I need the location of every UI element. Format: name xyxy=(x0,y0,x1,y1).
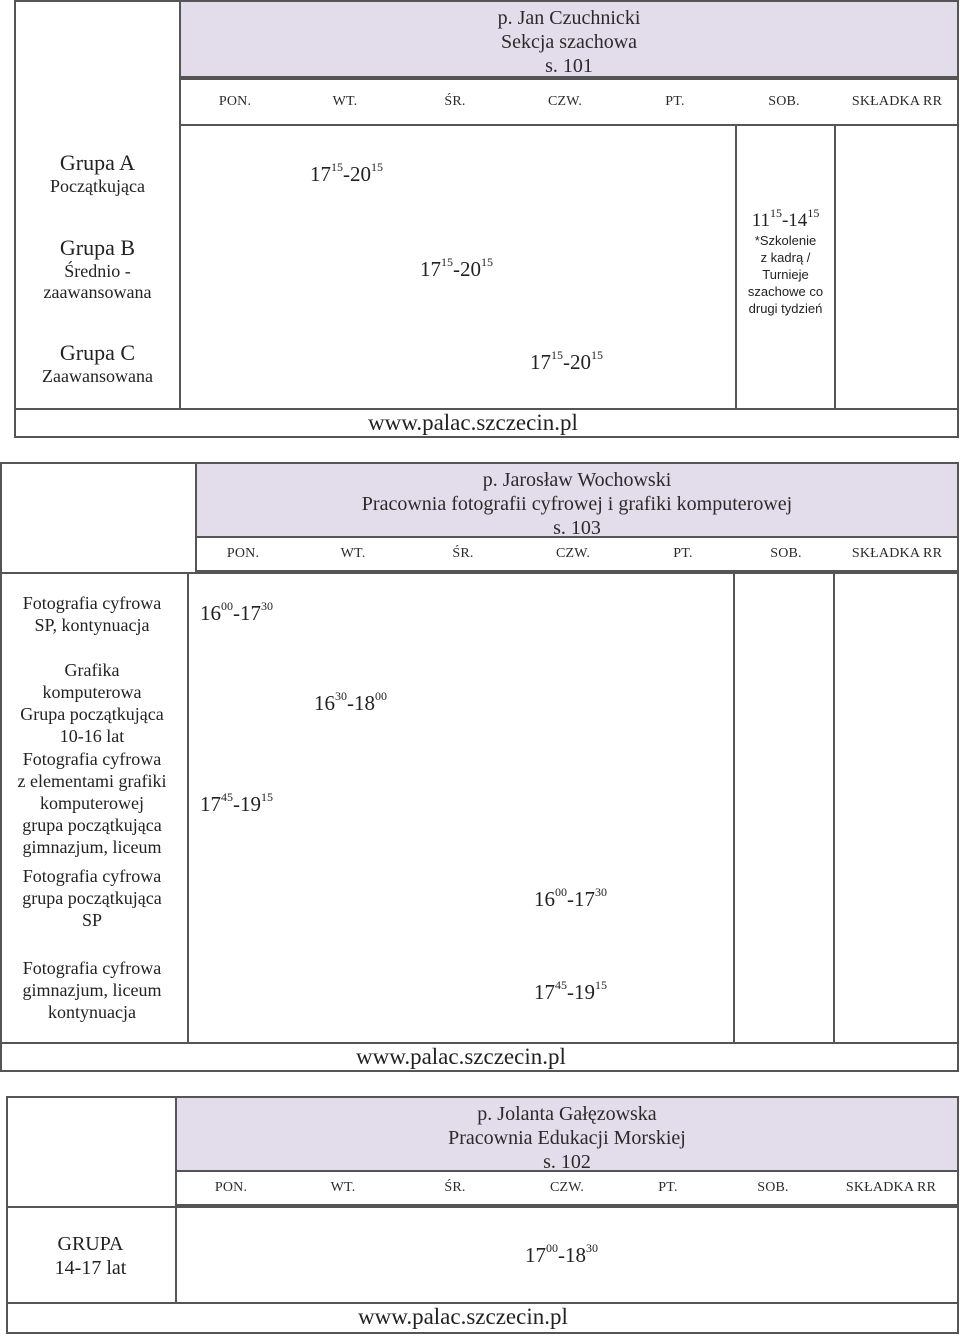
hour: 17 xyxy=(420,257,441,281)
section-name: Pracownia fotografii cyfrowej i grafiki komputerowej xyxy=(361,493,793,515)
hour: -18 xyxy=(347,691,375,715)
minute: 30 xyxy=(261,599,273,613)
day-fri: PT. xyxy=(673,546,693,561)
time-group-a xyxy=(310,162,383,187)
hour: -20 xyxy=(343,162,371,186)
note-line: Turnieje xyxy=(762,267,809,282)
label-line: GRUPA xyxy=(57,1233,124,1255)
divider xyxy=(179,126,181,408)
time-photo-sp xyxy=(200,601,273,626)
time-group-c xyxy=(530,350,603,375)
day-thu: CZW. xyxy=(555,546,591,561)
divider xyxy=(0,572,959,574)
hour: -18 xyxy=(558,1243,586,1267)
day-fee: SKŁADKA RR xyxy=(845,1180,937,1195)
minute: 45 xyxy=(555,978,567,992)
row-photo-graphics-label xyxy=(2,748,182,858)
label-line: Grupa początkująca xyxy=(20,704,164,724)
label-line: Fotografia cyfrowa xyxy=(22,749,162,769)
hour: -20 xyxy=(453,257,481,281)
label-line: Fotografia cyfrowa xyxy=(22,866,162,886)
day-wed: ŚR. xyxy=(452,546,474,561)
marine-schedule-header xyxy=(175,1096,959,1172)
minute: 15 xyxy=(371,160,383,174)
divider xyxy=(175,1206,177,1302)
day-fri: PT. xyxy=(665,94,685,109)
label-line: gimnazjum, liceum xyxy=(22,980,162,1000)
hour: 17 xyxy=(530,350,551,374)
note-line: drugi tydzień xyxy=(748,301,823,316)
saturday-time xyxy=(737,205,834,232)
website-footer: www.palac.szczecin.pl xyxy=(368,410,578,435)
day-sat: SOB. xyxy=(770,546,802,561)
divider xyxy=(6,1206,959,1208)
row-photo-beginner-sp-label xyxy=(2,865,182,931)
time-graphics xyxy=(314,691,387,716)
group-a-label xyxy=(16,150,179,197)
time-group-b xyxy=(420,257,493,282)
time-photo-beginner-sp xyxy=(534,887,607,912)
minute: 15 xyxy=(441,255,453,269)
day-fee: SKŁADKA RR xyxy=(851,546,943,561)
minute: 00 xyxy=(546,1241,558,1255)
day-mon: PON. xyxy=(218,94,252,109)
hour: 17 xyxy=(525,1243,546,1267)
label-line: SP xyxy=(81,910,103,930)
label-line: grupa początkująca xyxy=(22,888,162,908)
minute: 15 xyxy=(261,790,273,804)
hour: -14 xyxy=(781,210,808,231)
note-line: z kadrą / xyxy=(760,250,811,265)
group-subtitle: Początkująca xyxy=(50,176,145,196)
day-tue: WT. xyxy=(332,94,358,109)
minute: 30 xyxy=(595,885,607,899)
minute: 15 xyxy=(807,205,820,220)
minute: 15 xyxy=(591,348,603,362)
room-number: s. 102 xyxy=(543,1151,591,1173)
day-tue: WT. xyxy=(340,546,366,561)
day-thu: CZW. xyxy=(549,1180,585,1195)
teacher-name: p. Jarosław Wochowski xyxy=(482,469,672,491)
website-footer: www.palac.szczecin.pl xyxy=(356,1044,566,1069)
group-subtitle: zaawansowana xyxy=(43,282,152,302)
hour: 16 xyxy=(200,601,221,625)
row-photo-sp-label xyxy=(2,592,182,636)
marine-group-label xyxy=(8,1232,173,1280)
teacher-name: p. Jan Czuchnicki xyxy=(497,7,641,29)
label-line: 14-17 lat xyxy=(54,1257,127,1279)
photo-schedule-header xyxy=(195,462,959,538)
day-tue: WT. xyxy=(330,1180,356,1195)
hour: 16 xyxy=(534,887,555,911)
hour: 16 xyxy=(314,691,335,715)
label-line: grupa początkująca xyxy=(22,815,162,835)
label-line: Fotografia cyfrowa xyxy=(22,958,162,978)
website-footer: www.palac.szczecin.pl xyxy=(358,1304,568,1329)
minute: 15 xyxy=(331,160,343,174)
label-line: kontynuacja xyxy=(48,1002,136,1022)
minute: 00 xyxy=(375,689,387,703)
teacher-name: p. Jolanta Gałęzowska xyxy=(477,1103,657,1125)
saturday-training xyxy=(737,205,834,317)
hour: 17 xyxy=(310,162,331,186)
time-photo-continuation xyxy=(534,980,607,1005)
time-marine xyxy=(525,1243,598,1268)
day-fee: SKŁADKA RR xyxy=(851,94,943,109)
label-line: 10-16 lat xyxy=(59,726,125,746)
minute: 00 xyxy=(221,599,233,613)
room-number: s. 101 xyxy=(545,55,593,77)
day-sat: SOB. xyxy=(768,94,800,109)
hour: -20 xyxy=(563,350,591,374)
hour: -17 xyxy=(233,601,261,625)
minute: 15 xyxy=(551,348,563,362)
group-title: Grupa B xyxy=(59,235,136,260)
group-title: Grupa A xyxy=(59,150,136,175)
chess-schedule-header xyxy=(179,0,959,78)
day-wed: ŚR. xyxy=(444,1180,466,1195)
divider xyxy=(187,572,189,1042)
hour: -19 xyxy=(567,980,595,1004)
hour: 17 xyxy=(534,980,555,1004)
label-line: Fotografia cyfrowa xyxy=(22,593,162,613)
section-name: Sekcja szachowa xyxy=(500,31,638,53)
row-photo-continuation-label xyxy=(2,957,182,1023)
day-thu: CZW. xyxy=(547,94,583,109)
hour: -17 xyxy=(567,887,595,911)
hour: 11 xyxy=(751,210,770,231)
divider xyxy=(733,572,735,1042)
minute: 30 xyxy=(586,1241,598,1255)
minute: 30 xyxy=(335,689,347,703)
label-line: komputerowej xyxy=(40,793,144,813)
note-line: *Szkolenie xyxy=(754,233,817,248)
minute: 00 xyxy=(555,885,567,899)
day-fri: PT. xyxy=(658,1180,678,1195)
note-line: szachowe co xyxy=(747,284,824,299)
day-mon: PON. xyxy=(226,546,260,561)
minute: 15 xyxy=(769,205,782,220)
minute: 15 xyxy=(595,978,607,992)
time-photo-graphics xyxy=(200,792,273,817)
day-sat: SOB. xyxy=(757,1180,789,1195)
room-number: s. 103 xyxy=(553,517,601,539)
label-line: SP, kontynuacja xyxy=(34,615,150,635)
group-title: Grupa C xyxy=(59,340,136,365)
hour: 17 xyxy=(200,792,221,816)
row-graphics-label xyxy=(2,659,182,747)
divider xyxy=(834,126,836,408)
group-subtitle: Zaawansowana xyxy=(42,366,153,386)
section-name: Pracownia Edukacji Morskiej xyxy=(448,1127,686,1149)
group-subtitle: Średnio - xyxy=(64,261,131,281)
day-mon: PON. xyxy=(214,1180,248,1195)
minute: 15 xyxy=(481,255,493,269)
label-line: komputerowa xyxy=(42,682,142,702)
group-b-label xyxy=(16,235,179,303)
group-c-label xyxy=(16,340,179,387)
divider xyxy=(833,572,835,1042)
label-line: z elementami grafiki xyxy=(17,771,167,791)
label-line: gimnazjum, liceum xyxy=(22,837,162,857)
label-line: Grafika xyxy=(64,660,120,680)
day-wed: ŚR. xyxy=(444,94,466,109)
hour: -19 xyxy=(233,792,261,816)
minute: 45 xyxy=(221,790,233,804)
